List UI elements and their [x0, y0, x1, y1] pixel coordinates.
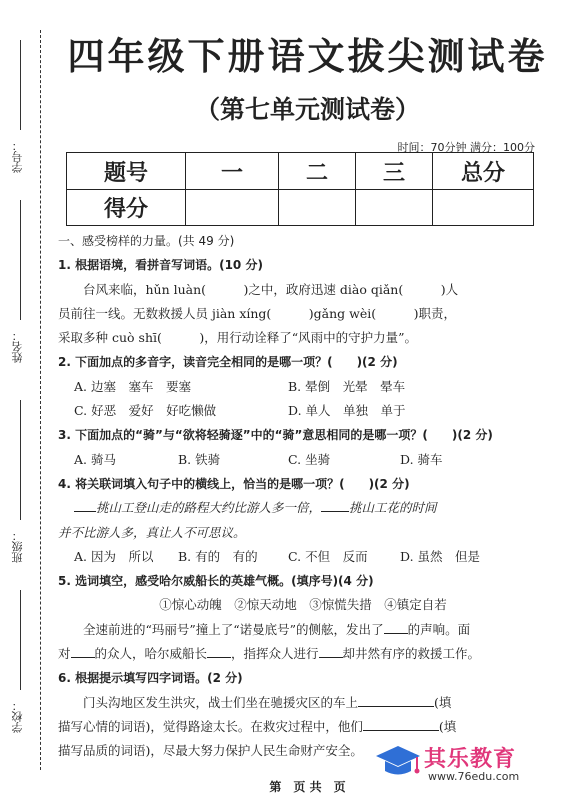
section-heading: 一、感受榜样的力量。(共 49 分): [58, 234, 235, 248]
question-5-sentence: [58, 618, 548, 642]
score-table: [66, 152, 534, 226]
option-a[interactable]: A. 边塞 塞车 要塞: [74, 378, 191, 394]
answer-blank[interactable]: [319, 643, 343, 658]
question-1-line[interactable]: 台风来临，hǔn luàn( )之中，政府迅速 diào qiǎn( )人: [83, 281, 459, 297]
option-a[interactable]: A. 因为 所以: [74, 548, 154, 564]
page-footer: 第 页 共 页: [269, 780, 346, 794]
sentence-text: 却井然有序的救援工作。: [342, 646, 481, 662]
question-5-title: 5. 选词填空，感受哈尔威船长的英雄气概。(填序号)(4 分): [58, 574, 374, 589]
question-6-sentence: 描写品质的词语)，尽最大努力保护人民生命财产安全。: [58, 743, 363, 759]
question-5-sentence: [58, 642, 548, 666]
option-a[interactable]: A. 骑马: [74, 451, 116, 467]
score-cell-1[interactable]: [186, 190, 279, 226]
question-6-title: 6. 根据提示填写四字词语。(2 分): [58, 671, 243, 686]
question-4-sentence: 并不比游人多，真让人不可思议。: [58, 524, 246, 540]
option-b[interactable]: B. 有的 有的: [178, 548, 258, 564]
option-c[interactable]: C. 坐骑: [288, 451, 331, 467]
exam-meta: 时间：70分钟 满分：100分: [397, 141, 535, 154]
score-cell-total[interactable]: [433, 190, 534, 226]
sentence-text: 描写心情的词语)，觉得路途太长。在救灾过程中，他们: [58, 718, 363, 734]
answer-blank[interactable]: [358, 692, 434, 707]
sentence-text: ，指挥众人进行: [231, 646, 319, 662]
score-cell-2[interactable]: [279, 190, 356, 226]
option-c[interactable]: C. 不但 反而: [288, 548, 368, 564]
option-d[interactable]: D. 虽然 但是: [400, 548, 481, 564]
question-2-options: [58, 375, 548, 399]
score-header-cell: 题号: [67, 153, 186, 190]
binding-cut-line: [40, 30, 41, 770]
sentence-text: 对: [58, 646, 71, 662]
brand-name: 其乐教育: [424, 747, 517, 772]
student-id-label: 学号：: [11, 140, 24, 173]
score-header-cell: 二: [279, 153, 356, 190]
sentence-text: 门头沟地区发生洪灾，战士们坐在驰援灾区的车上: [83, 694, 359, 710]
student-id-field[interactable]: [20, 40, 21, 130]
option-b[interactable]: B. 铁骑: [178, 451, 221, 467]
class-field[interactable]: [20, 400, 21, 520]
question-2-title: 2. 下面加点的多音字，读音完全相同的是哪一项？( )(2 分): [58, 355, 398, 370]
brand-url: www.76edu.com: [428, 770, 520, 783]
question-3-title: 3. 下面加点的“骑”与“欲将轻骑逐”中的“骑”意思相同的是哪一项？( )(2 分): [58, 428, 493, 443]
option-b[interactable]: B. 晕倒 光晕 晕车: [288, 378, 406, 394]
name-field[interactable]: [20, 200, 21, 320]
question-5-choices: ①惊心动魄 ②惊天动地 ③惊慌失措 ④镇定自若: [159, 597, 447, 613]
score-cell-3[interactable]: [356, 190, 433, 226]
answer-blank[interactable]: [384, 619, 408, 634]
question-4-options: [58, 545, 548, 569]
page-title: 四年级下册语文拔尖测试卷: [67, 35, 548, 78]
sentence-text: (填: [434, 694, 452, 710]
answer-blank[interactable]: [207, 643, 231, 658]
score-header-cell: 总分: [433, 153, 534, 190]
sentence-text: 的众人，哈尔威船长: [94, 646, 208, 662]
score-table-header-row: [67, 153, 534, 190]
question-3-options: [58, 448, 548, 472]
graduation-cap-icon: [372, 742, 424, 782]
sentence-text: 挑山工登山走的路程大约比游人多一倍，: [96, 500, 322, 516]
question-content: [58, 229, 548, 764]
answer-blank[interactable]: [363, 716, 439, 731]
sentence-text: 的声响。面: [407, 621, 471, 637]
option-c[interactable]: C. 好恶 爱好 好吃懒做: [74, 403, 217, 419]
question-1-line[interactable]: 采取多种 cuò shī( )，用行动诠释了“风雨中的守护力量”。: [58, 330, 418, 346]
score-table-score-row: [67, 190, 534, 226]
page-subtitle: （第七单元测试卷）: [194, 95, 420, 124]
sentence-text: 全速前进的“玛丽号”撞上了“诺曼底号”的侧舷，发出了: [83, 621, 384, 637]
score-header-cell: 一: [186, 153, 279, 190]
binding-strip: [0, 0, 50, 800]
answer-blank[interactable]: [71, 643, 95, 658]
question-4-title: 4. 将关联词填入句子中的横线上，恰当的是哪一项？( )(2 分): [58, 476, 410, 491]
question-1-line[interactable]: 员前往一线。无数救援人员 jiàn xíng( )gǎng wèi( )职责，: [58, 305, 457, 321]
question-2-options: [58, 399, 548, 423]
name-label: 姓名：: [11, 330, 24, 363]
question-6-sentence: [58, 715, 548, 739]
school-field[interactable]: [20, 590, 21, 690]
option-d[interactable]: D. 单人 单独 单于: [288, 403, 406, 419]
class-label: 班级：: [11, 530, 24, 563]
sentence-text: (填: [438, 718, 457, 734]
answer-blank[interactable]: [74, 497, 96, 512]
question-6-sentence: [58, 691, 548, 715]
school-label: 学校：: [11, 700, 24, 733]
option-d[interactable]: D. 骑车: [400, 451, 443, 467]
score-header-cell: 三: [356, 153, 433, 190]
sentence-text: 挑山工花的时间: [349, 500, 437, 516]
answer-blank[interactable]: [321, 497, 349, 512]
score-row-label: 得分: [67, 190, 186, 226]
question-4-sentence: [58, 496, 548, 520]
brand-logo: [372, 742, 562, 784]
question-1-title: 1. 根据语境，看拼音写词语。(10 分): [58, 258, 263, 273]
